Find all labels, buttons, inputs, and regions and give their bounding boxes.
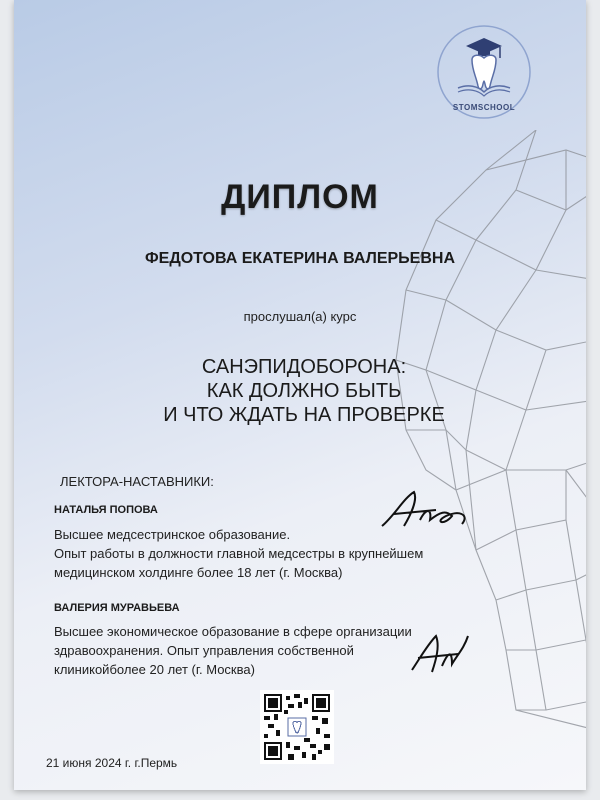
- recipient-name: ФЕДОТОВА ЕКАТЕРИНА ВАЛЕРЬЕВНА: [144, 250, 456, 267]
- lecturer-description-line: здравоохранения. Опыт управления собственной: [54, 643, 354, 658]
- qr-code[interactable]: [260, 690, 334, 764]
- diploma-title: ДИПЛОМ: [221, 178, 379, 216]
- course-intro: прослушал(а) курс: [243, 309, 357, 324]
- course-title: [94, 355, 514, 427]
- course-title-line: КАК ДОЛЖНО БЫТЬ: [206, 380, 402, 402]
- date-place: 21 июня 2024 г. г.Пермь: [46, 756, 178, 770]
- qr-code-icon: [264, 694, 330, 760]
- lecturer-description-line: Высшее медсестринское образование.: [54, 527, 291, 542]
- lecturer-description-line: Опыт работы в должности главной медсестры в крупнейшем: [54, 546, 424, 561]
- lecturer-description-line: Высшее экономическое образование в сфере организации: [54, 624, 412, 639]
- stomschool-logo: [434, 22, 534, 122]
- logo-text: STOMSCHOOL: [452, 103, 516, 112]
- diploma-sheet: [14, 0, 586, 790]
- course-title-line: И ЧТО ЖДАТЬ НА ПРОВЕРКЕ: [163, 404, 445, 426]
- signature-popova: [374, 486, 484, 536]
- lecturers-heading: ЛЕКТОРА-НАСТАВНИКИ:: [60, 474, 214, 489]
- lecturer-name: ВАЛЕРИЯ МУРАВЬЕВА: [54, 602, 180, 614]
- lecturer-description-line: клиникойболее 20 лет (г. Москва): [54, 662, 255, 677]
- lecturer-description-line: медицинском холдинге более 18 лет (г. Москва): [54, 565, 343, 580]
- signature-muraveva: [402, 628, 482, 678]
- lecturer-name: НАТАЛЬЯ ПОПОВА: [54, 504, 158, 516]
- course-title-line: САНЭПИДОБОРОНА:: [201, 356, 407, 378]
